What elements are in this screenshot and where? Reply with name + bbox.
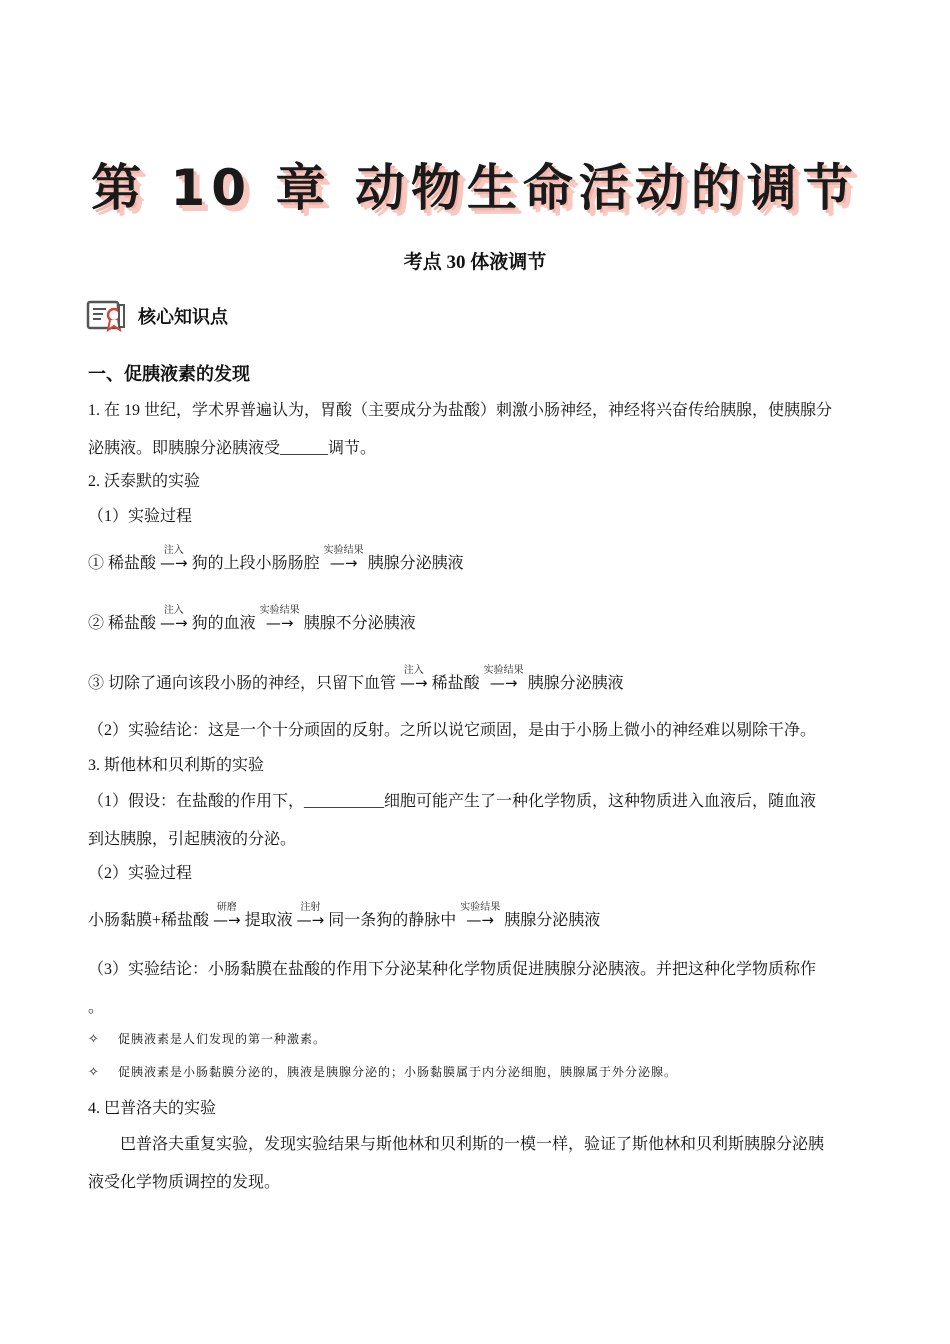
arrow-label: 研磨 bbox=[216, 902, 237, 913]
arrow-label: 注入 bbox=[163, 605, 184, 616]
chapter-title: 第 10 章 动物生命活动的调节 bbox=[91, 159, 859, 217]
arrow-icon: —→ bbox=[329, 554, 358, 572]
p1-line2: 泌胰液。即胰腺分泌胰液受______调节。 bbox=[88, 440, 377, 457]
flow3-result: 胰腺分泌胰液 bbox=[527, 675, 624, 692]
flow3-arrow-2 bbox=[484, 666, 524, 691]
arrow-icon: —→ bbox=[160, 614, 188, 632]
arrow-icon: —→ bbox=[160, 554, 188, 572]
arrow-icon: —→ bbox=[400, 674, 428, 692]
flow2-result: 胰腺不分泌胰液 bbox=[303, 615, 416, 632]
flow4-start: 小肠黏膜+稀盐酸 bbox=[88, 912, 210, 929]
flow2-arrow-2 bbox=[260, 606, 300, 631]
knowledge-label: 核心知识点 bbox=[138, 307, 228, 328]
flow-4 bbox=[88, 902, 601, 930]
flow1-arrow-2 bbox=[324, 546, 364, 571]
arrow-label: 注入 bbox=[403, 665, 424, 676]
arrow-label: 实验结果 bbox=[460, 902, 501, 913]
arrow-label: 实验结果 bbox=[323, 545, 364, 556]
sparkle-bullet-icon: ✧ bbox=[88, 1032, 100, 1047]
flow4-arrow-1 bbox=[213, 903, 241, 928]
arrow-icon: —→ bbox=[213, 911, 241, 929]
flow1-result: 胰腺分泌胰液 bbox=[367, 555, 464, 572]
flow4-result: 胰腺分泌胰液 bbox=[504, 912, 601, 929]
flow2-middle: 狗的血液 bbox=[191, 615, 256, 632]
knowledge-header bbox=[86, 298, 228, 334]
arrow-icon: —→ bbox=[466, 911, 494, 929]
flow-1 bbox=[88, 545, 464, 573]
flow1-middle: 狗的上段小肠肠腔 bbox=[191, 555, 320, 572]
p3-sub2: （2）实验过程 bbox=[88, 865, 193, 882]
p2-sub1: （1）实验过程 bbox=[88, 508, 193, 525]
flow4-step3: 同一条狗的静脉中 bbox=[328, 912, 457, 929]
note-text: 促胰液素是小肠黏膜分泌的，胰液是胰腺分泌的；小肠黏膜属于内分泌细胞，胰腺属于外分泌腺。 bbox=[118, 1065, 678, 1079]
p1-line1: 1. 在 19 世纪，学术界普遍认为，胃酸（主要成分为盐酸）刺激小肠神经，神经将兴奋传给胰腺，使胰腺分 bbox=[88, 402, 833, 419]
arrow-icon: —→ bbox=[296, 911, 325, 929]
p4-line1: 巴普洛夫重复实验，发现实验结果与斯他林和贝利斯的一模一样，验证了斯他林和贝利斯胰腺分泌胰 bbox=[120, 1136, 825, 1153]
flow1-arrow-1 bbox=[160, 546, 188, 571]
flow2-arrow-1 bbox=[160, 606, 188, 631]
flow4-arrow-3 bbox=[460, 903, 500, 928]
section-title: 考点 30 体液调节 bbox=[403, 252, 547, 273]
arrow-icon: —→ bbox=[265, 614, 294, 632]
flow3-arrow-1 bbox=[400, 666, 428, 691]
flow4-arrow-2 bbox=[297, 903, 325, 928]
p3-hypothesis-line1: （1）假设：在盐酸的作用下，__________细胞可能产生了一种化学物质，这种物质进入血液后，随血液 bbox=[88, 793, 817, 810]
arrow-label: 实验结果 bbox=[259, 605, 300, 616]
p3-hypothesis-line2: 到达胰腺，引起胰液的分泌。 bbox=[88, 831, 297, 848]
p4-line2: 液受化学物质调控的发现。 bbox=[88, 1174, 281, 1191]
flow-3 bbox=[88, 665, 624, 693]
p3-title: 3. 斯他林和贝利斯的实验 bbox=[88, 757, 265, 774]
flow1-start: ① 稀盐酸 bbox=[88, 555, 157, 572]
arrow-icon: —→ bbox=[489, 674, 518, 692]
arrow-label: 实验结果 bbox=[483, 665, 524, 676]
p3-conclusion-line2: 。 bbox=[88, 999, 105, 1016]
p3-conclusion-line1: （3）实验结论：小肠黏膜在盐酸的作用下分泌某种化学物质促进胰腺分泌胰液。并把这种化学物质称作 bbox=[88, 961, 817, 978]
certificate-icon bbox=[86, 299, 126, 333]
p2-conclusion: （2）实验结论：这是一个十分顽固的反射。之所以说它顽固，是由于小肠上微小的神经难以剔除干净。 bbox=[88, 722, 817, 739]
note-1 bbox=[88, 1030, 326, 1047]
flow3-start: ③ 切除了通向该段小肠的神经，只留下血管 bbox=[88, 675, 397, 692]
note-text: 促胰液素是人们发现的第一种激素。 bbox=[118, 1032, 327, 1046]
flow2-start: ② 稀盐酸 bbox=[88, 615, 157, 632]
flow4-step2: 提取液 bbox=[244, 912, 293, 929]
arrow-label: 注入 bbox=[163, 545, 184, 556]
sparkle-bullet-icon: ✧ bbox=[88, 1065, 100, 1080]
arrow-label: 注射 bbox=[300, 902, 321, 913]
p4-title: 4. 巴普洛夫的实验 bbox=[88, 1100, 217, 1117]
flow-2 bbox=[88, 605, 416, 633]
flow3-middle: 稀盐酸 bbox=[431, 675, 480, 692]
part1-title: 一、促胰液素的发现 bbox=[88, 364, 250, 385]
p2-title: 2. 沃泰默的实验 bbox=[88, 473, 201, 490]
note-2 bbox=[88, 1063, 677, 1080]
